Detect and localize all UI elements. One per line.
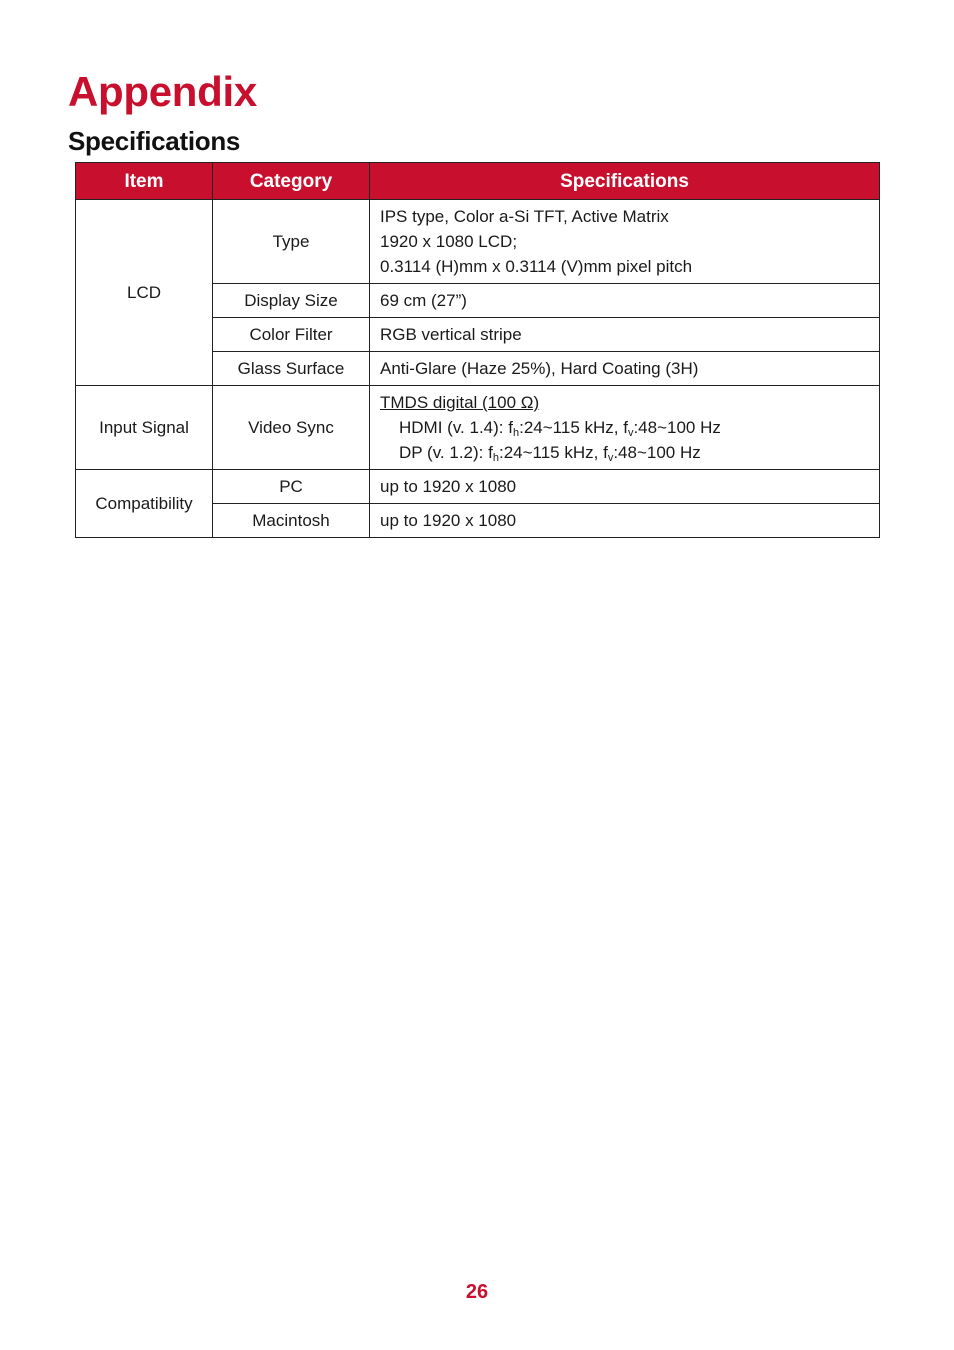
spec-macintosh: up to 1920 x 1080: [370, 504, 880, 538]
table-row: [76, 386, 880, 470]
page-number: 26: [465, 1281, 489, 1303]
spec-type-line: 1920 x 1080 LCD;: [380, 232, 518, 251]
category-color-filter: Color Filter: [213, 318, 370, 352]
item-input-signal: Input Signal: [76, 386, 213, 470]
specifications-table: [75, 162, 880, 538]
header-item: Item: [76, 163, 213, 200]
spec-hdmi: HDMI (v. 1.4): $f_h:24\sim 115$ kHz, $f_v:48\sim 100$ Hz: [399, 418, 721, 439]
header-specifications: Specifications: [370, 163, 880, 200]
spec-tmds: TMDS digital (100 Ω): [380, 393, 540, 412]
category-display-size: Display Size: [213, 284, 370, 318]
table-header-row: [76, 163, 880, 200]
spec-type: [370, 200, 880, 284]
table-row: [76, 200, 880, 284]
category-glass-surface: Glass Surface: [213, 352, 370, 386]
spec-dp: DP (v. 1.2): $f_h:24\sim 115$ kHz, $f_v:48\sim 100$ Hz: [399, 443, 701, 464]
item-lcd: LCD: [76, 200, 213, 386]
category-macintosh: Macintosh: [213, 504, 370, 538]
spec-type-line: 0.3114 (H)mm x 0.3114 (V)mm pixel pitch: [380, 257, 693, 276]
category-pc: PC: [213, 470, 370, 504]
spec-type-line: IPS type, Color a-Si TFT, Active Matrix: [380, 207, 669, 226]
section-title: Specifications: [68, 126, 241, 156]
category-type: Type: [213, 200, 370, 284]
item-compatibility: Compatibility: [76, 470, 213, 538]
spec-display-size: 69 cm (27”): [370, 284, 880, 318]
table-row: [76, 470, 880, 504]
spec-pc: up to 1920 x 1080: [370, 470, 880, 504]
page-title: Appendix: [68, 68, 257, 115]
spec-video-sync: [370, 386, 880, 470]
spec-glass-surface: Anti-Glare (Haze 25%), Hard Coating (3H): [370, 352, 880, 386]
spec-color-filter: RGB vertical stripe: [370, 318, 880, 352]
category-video-sync: Video Sync: [213, 386, 370, 470]
header-category: Category: [213, 163, 370, 200]
